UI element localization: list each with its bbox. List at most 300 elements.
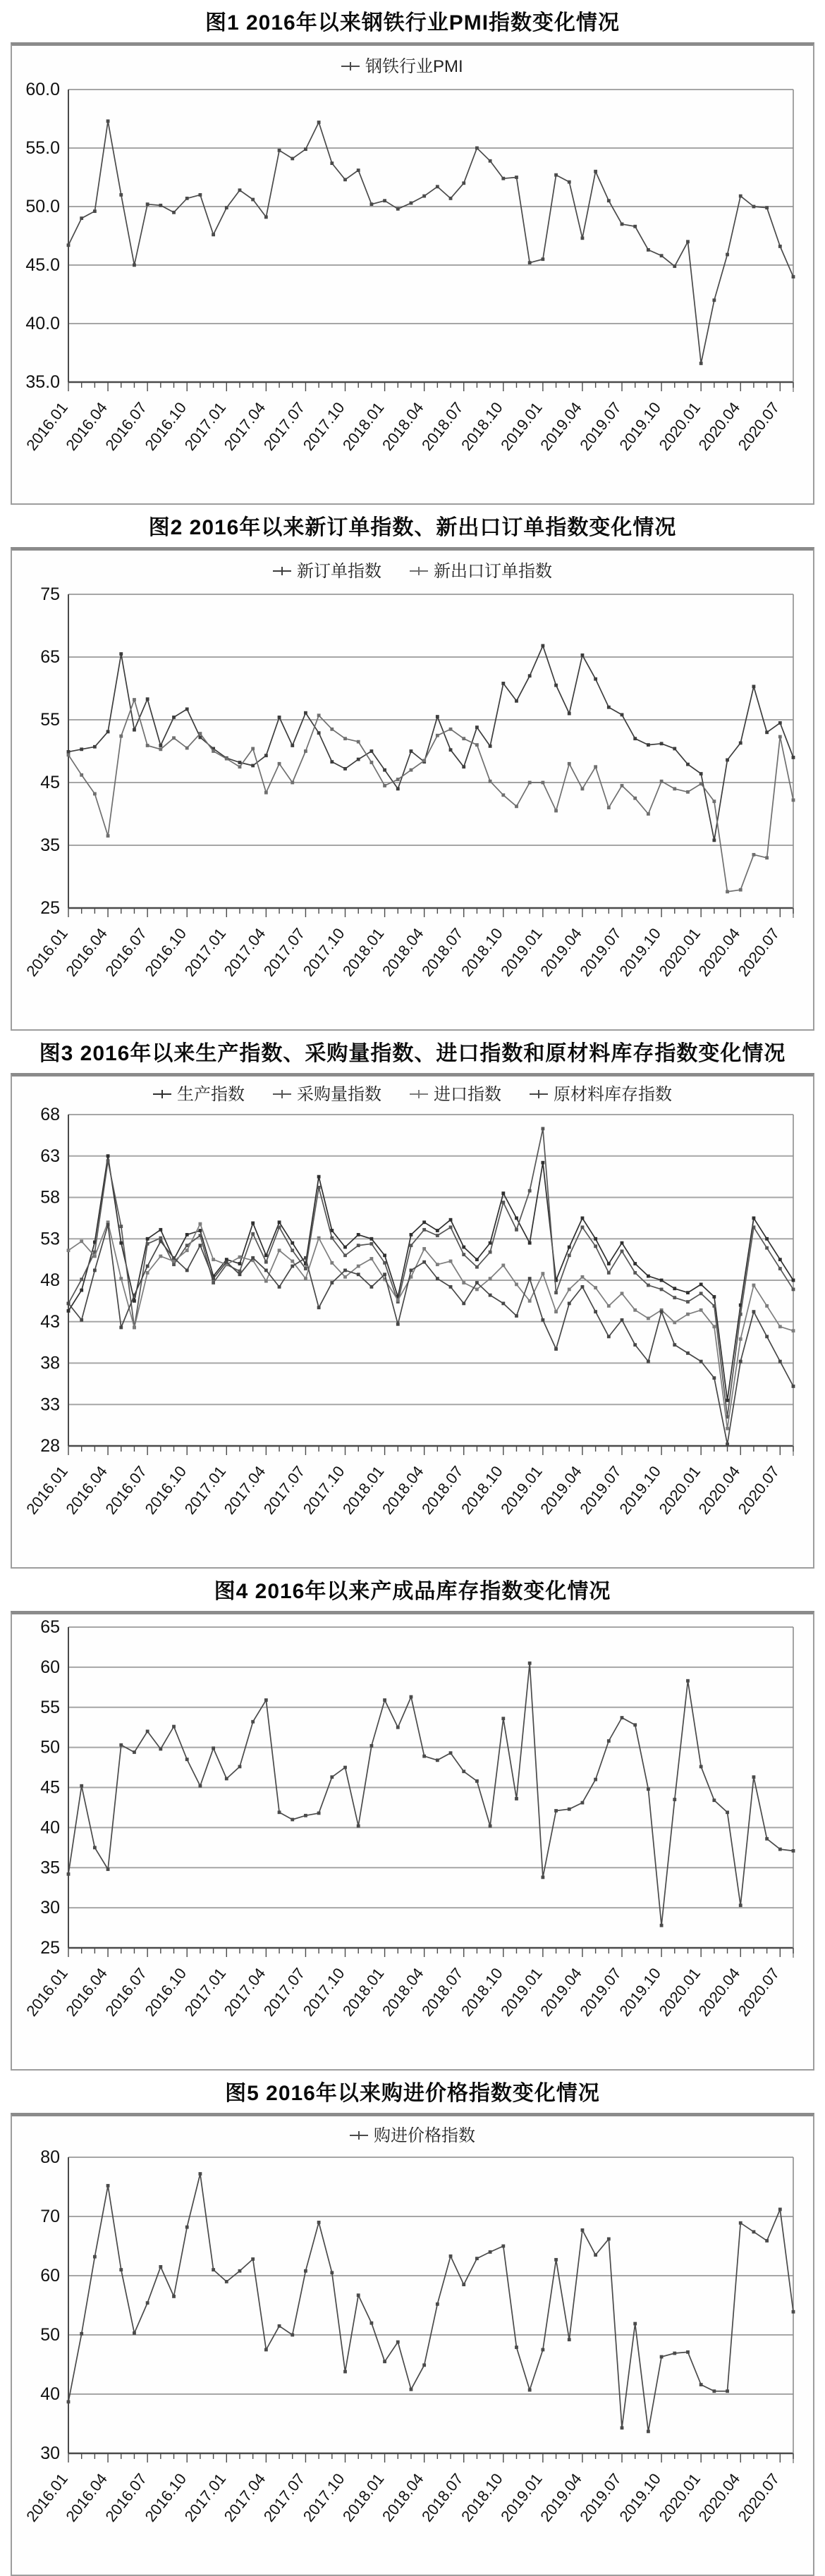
data-point (686, 1679, 690, 1683)
data-point (291, 1265, 294, 1268)
data-point (673, 1343, 676, 1347)
data-point (172, 2295, 176, 2298)
data-point (581, 1216, 585, 1220)
x-axis-tick-label: 2017.07 (259, 1462, 309, 1518)
x-axis-ticks (68, 1446, 793, 1455)
figure-2-line-chart (12, 551, 813, 1029)
data-point (541, 644, 544, 648)
data-point (607, 199, 611, 202)
data-point (330, 760, 334, 763)
data-point (278, 1225, 281, 1229)
data-point (119, 1743, 123, 1747)
x-axis-tick-label: 2016.07 (102, 924, 151, 980)
data-point (106, 730, 110, 734)
data-point (343, 737, 347, 740)
data-point (343, 767, 347, 771)
figure-3 (0, 1042, 825, 1569)
data-point (80, 1289, 83, 1292)
data-point (673, 264, 676, 268)
data-point (501, 1201, 505, 1204)
data-point (369, 761, 373, 764)
data-point (185, 707, 189, 711)
data-point (343, 1275, 347, 1279)
x-axis-tick-label: 2018.10 (458, 398, 506, 454)
data-point (726, 1427, 729, 1430)
data-point (369, 749, 373, 753)
data-point (264, 1698, 268, 1702)
data-point (686, 2350, 690, 2354)
data-point (251, 1232, 255, 1236)
data-point (80, 216, 83, 220)
data-point (686, 763, 690, 766)
data-point (133, 1294, 136, 1297)
data-point (449, 1260, 453, 1263)
y-axis-tick-label: 55 (40, 710, 60, 730)
data-point (185, 1244, 189, 1247)
data-point (80, 1277, 83, 1281)
data-point (291, 157, 294, 161)
data-point (278, 2324, 281, 2328)
x-axis-tick-label: 2018.10 (458, 2470, 506, 2525)
x-axis-tick-label: 2016.04 (62, 398, 111, 454)
x-axis-tick-label: 2019.07 (576, 398, 625, 454)
legend-label: 新出口订单指数 (434, 562, 552, 581)
figure-4-chart-box (11, 1611, 814, 2071)
data-point (660, 1279, 664, 1282)
data-point (251, 198, 255, 202)
x-axis-tick-label: 2018.04 (378, 1462, 427, 1518)
data-point (594, 765, 597, 768)
data-point (422, 195, 426, 198)
y-axis-tick-label: 28 (40, 1436, 60, 1456)
data-point (660, 1924, 664, 1927)
data-point (238, 1256, 242, 1259)
data-point (475, 743, 479, 747)
data-point (712, 298, 716, 302)
data-point (172, 1725, 176, 1729)
data-point (726, 890, 729, 893)
data-point (436, 1234, 439, 1237)
y-axis-tick-label: 55 (40, 1697, 60, 1717)
data-point (172, 736, 176, 740)
x-axis-tick-label: 2020.01 (655, 2470, 704, 2525)
data-point (67, 243, 71, 247)
x-axis-tick-label: 2017.07 (259, 2470, 309, 2525)
data-point (436, 185, 439, 188)
data-point (146, 744, 149, 747)
x-axis-tick-label: 2020.07 (734, 1462, 783, 1518)
data-point (515, 176, 518, 179)
x-axis-tick-label: 2019.04 (537, 1462, 585, 1518)
x-axis-labels (23, 925, 783, 980)
data-point (501, 1717, 505, 1720)
data-point (93, 2255, 97, 2259)
data-point (607, 1271, 611, 1275)
data-point (554, 2258, 558, 2262)
figure-2-chart-box (11, 547, 814, 1031)
x-axis-tick-label: 2017.07 (259, 1964, 309, 2020)
data-point (67, 1302, 71, 1306)
data-point (673, 1321, 676, 1325)
legend-label: 采购量指数 (297, 1085, 381, 1104)
data-point (343, 1269, 347, 1272)
y-axis-tick-label: 53 (40, 1229, 60, 1249)
x-axis-tick-label: 2019.10 (616, 924, 665, 980)
data-point (225, 2280, 228, 2283)
data-point (330, 161, 334, 165)
data-point (475, 1288, 479, 1292)
data-point (436, 734, 439, 737)
data-point (792, 1849, 795, 1853)
data-point (212, 2268, 215, 2271)
data-point (792, 756, 795, 759)
data-point (699, 1292, 703, 1295)
data-point (752, 1775, 756, 1779)
data-point (291, 1249, 294, 1252)
data-point (330, 1237, 334, 1240)
figure-3-line-chart (12, 1077, 813, 1567)
data-point (238, 765, 242, 768)
x-axis-tick-label: 2017.04 (220, 1964, 269, 2020)
data-point (146, 1271, 149, 1275)
data-point (792, 2310, 795, 2314)
y-axis-tick-label: 50.0 (25, 197, 60, 216)
data-point (765, 1837, 769, 1841)
data-point (146, 1237, 149, 1241)
data-point (317, 1237, 321, 1240)
y-axis-tick-label: 45 (40, 1777, 60, 1798)
x-axis-tick-label: 2017.07 (259, 398, 309, 454)
data-point (343, 2370, 347, 2374)
x-axis-ticks (68, 908, 793, 917)
gridlines (40, 1105, 793, 1456)
data-point (449, 1751, 453, 1755)
data-point (568, 1288, 571, 1292)
data-point (475, 2257, 479, 2260)
data-point (343, 1766, 347, 1770)
data-point (383, 1253, 386, 1257)
data-point (93, 1846, 97, 1849)
data-point (264, 1253, 268, 1257)
x-axis-ticks (68, 1948, 793, 1957)
data-point (133, 1750, 136, 1754)
data-point (778, 245, 782, 248)
data-point (278, 1285, 281, 1289)
data-point (67, 2400, 71, 2404)
x-axis-tick-label: 2018.10 (458, 1462, 506, 1518)
data-point (383, 1272, 386, 1276)
y-axis-tick-label: 55.0 (25, 138, 60, 158)
data-point (159, 1748, 162, 1751)
data-point (225, 206, 228, 209)
data-point (621, 1292, 624, 1295)
x-axis-tick-label: 2016.01 (23, 2470, 71, 2525)
data-point (673, 1287, 676, 1290)
data-point (712, 1798, 716, 1802)
data-point (199, 1222, 202, 1226)
data-point (93, 792, 97, 796)
data-point (515, 2345, 518, 2349)
data-point (752, 2230, 756, 2233)
series-0 (67, 1154, 795, 1402)
x-axis-tick-label: 2018.01 (338, 1964, 388, 2020)
data-point (594, 677, 597, 681)
data-point (225, 1261, 228, 1264)
legend-label: 进口指数 (434, 1085, 501, 1104)
data-point (489, 1294, 492, 1297)
data-point (172, 1256, 176, 1260)
y-axis-tick-label: 30 (40, 1898, 60, 1918)
x-axis-tick-label: 2020.01 (655, 1462, 704, 1518)
y-axis-tick-label: 68 (40, 1105, 60, 1124)
data-point (422, 2363, 426, 2367)
data-point (712, 2389, 716, 2393)
data-point (726, 1399, 729, 1402)
legend (153, 1085, 672, 1104)
x-axis-tick-label: 2017.10 (299, 1964, 348, 2020)
data-point (726, 2389, 729, 2393)
data-point (607, 1304, 611, 1308)
legend-label: 原材料库存指数 (554, 1085, 672, 1104)
data-point (278, 1220, 281, 1224)
y-axis-tick-label: 60 (40, 2266, 60, 2286)
data-point (159, 744, 162, 747)
x-axis-tick-label: 2019.07 (576, 924, 625, 980)
data-point (410, 768, 413, 772)
data-point (462, 1253, 465, 1256)
data-point (541, 257, 544, 261)
data-point (383, 2360, 386, 2363)
figure-4-line-chart (12, 1614, 813, 2069)
data-point (515, 1228, 518, 1232)
data-point (106, 1223, 110, 1227)
data-point (475, 147, 479, 150)
data-point (133, 698, 136, 701)
data-point (185, 2226, 189, 2229)
x-axis-tick-label: 2017.04 (220, 2470, 269, 2525)
data-point (238, 1765, 242, 1769)
figure-2 (0, 516, 825, 1031)
x-axis-tick-label: 2016.01 (23, 1462, 71, 1518)
data-point (436, 715, 439, 718)
data-point (159, 1255, 162, 1258)
data-point (621, 713, 624, 716)
data-point (501, 1191, 505, 1195)
data-point (501, 1263, 505, 1267)
figure-5-chart-box (11, 2113, 814, 2576)
x-axis-tick-label: 2020.01 (655, 1964, 704, 2020)
data-point (159, 1228, 162, 1232)
data-point (251, 1222, 255, 1225)
data-point (501, 793, 505, 797)
data-point (699, 362, 703, 365)
data-point (541, 1876, 544, 1879)
data-point (647, 1275, 650, 1278)
x-axis-tick-label: 2018.10 (458, 1964, 506, 2020)
data-point (304, 1814, 307, 1817)
data-point (225, 1777, 228, 1781)
data-point (739, 888, 742, 892)
data-point (199, 1244, 202, 1247)
data-point (93, 209, 97, 213)
data-point (251, 1256, 255, 1260)
x-axis-tick-label: 2016.04 (62, 1964, 111, 2020)
data-point (185, 1249, 189, 1252)
data-point (369, 1744, 373, 1748)
data-point (410, 1695, 413, 1699)
data-point (317, 1306, 321, 1309)
data-point (80, 747, 83, 751)
data-point (462, 2283, 465, 2286)
data-point (607, 706, 611, 709)
data-point (581, 1275, 585, 1279)
data-point (528, 2388, 532, 2392)
y-axis-tick-label: 63 (40, 1146, 60, 1166)
x-axis-tick-label: 2020.07 (734, 924, 783, 980)
data-point (357, 1272, 360, 1276)
x-axis-tick-label: 2017.04 (220, 1462, 269, 1518)
data-point (778, 735, 782, 739)
data-point (528, 1189, 532, 1193)
y-axis-tick-label: 50 (40, 2325, 60, 2345)
y-axis-tick-label: 65 (40, 647, 60, 667)
y-axis-tick-label: 60.0 (25, 80, 60, 99)
data-point (607, 1335, 611, 1339)
data-point (357, 1233, 360, 1237)
data-point (396, 1323, 400, 1326)
x-axis-tick-label: 2016.10 (141, 924, 190, 980)
data-point (212, 1277, 215, 1280)
data-point (159, 204, 162, 207)
data-point (739, 1313, 742, 1316)
data-point (673, 1296, 676, 1299)
x-axis-tick-label: 2020.07 (734, 1964, 783, 2020)
data-point (67, 1309, 71, 1313)
data-point (726, 1442, 729, 1446)
data-point (212, 1281, 215, 1284)
data-point (528, 261, 532, 264)
data-point (159, 2265, 162, 2269)
data-point (501, 682, 505, 685)
data-point (317, 1175, 321, 1179)
data-point (80, 1239, 83, 1243)
x-axis-ticks (68, 382, 793, 391)
data-point (594, 1310, 597, 1313)
data-point (396, 207, 400, 211)
x-axis-tick-label: 2017.01 (181, 924, 230, 980)
x-axis-tick-label: 2020.01 (655, 398, 704, 454)
data-point (146, 2301, 149, 2305)
series-line (68, 1663, 793, 1925)
data-point (199, 732, 202, 735)
data-point (712, 1304, 716, 1308)
data-point (383, 784, 386, 787)
y-axis-tick-label: 45.0 (25, 255, 60, 275)
legend-label: 钢铁行业PMI (365, 57, 463, 76)
legend (273, 562, 552, 581)
legend-label: 生产指数 (177, 1085, 245, 1104)
data-point (106, 2184, 110, 2188)
data-point (752, 1225, 756, 1229)
data-point (699, 2383, 703, 2386)
y-axis-tick-label: 80 (40, 2147, 60, 2167)
data-point (317, 713, 321, 717)
data-point (528, 1662, 532, 1665)
data-point (673, 787, 676, 791)
y-axis-tick-label: 65 (40, 1617, 60, 1637)
data-point (330, 1775, 334, 1779)
y-axis-tick-label: 43 (40, 1311, 60, 1332)
x-axis-tick-label: 2016.07 (102, 2470, 151, 2525)
data-point (528, 674, 532, 677)
data-point (765, 206, 769, 209)
data-point (317, 1186, 321, 1189)
data-point (172, 716, 176, 719)
data-point (369, 202, 373, 206)
x-axis-tick-label: 2016.04 (62, 924, 111, 980)
data-point (778, 1258, 782, 1261)
x-axis-tick-label: 2019.01 (497, 1462, 546, 1518)
data-point (317, 2221, 321, 2224)
data-point (712, 838, 716, 842)
x-axis-tick-label: 2019.10 (616, 2470, 665, 2525)
data-point (621, 1716, 624, 1719)
x-axis-tick-label: 2018.04 (378, 398, 427, 454)
data-point (554, 1291, 558, 1294)
series-line (68, 1225, 793, 1444)
data-point (67, 1872, 71, 1876)
data-point (80, 1318, 83, 1322)
data-point (699, 1765, 703, 1769)
y-axis-tick-label: 35.0 (25, 372, 60, 392)
figure-5-line-chart (12, 2116, 813, 2575)
data-point (515, 804, 518, 808)
x-axis-tick-label: 2017.01 (181, 1462, 230, 1518)
x-axis-tick-label: 2017.01 (181, 2470, 230, 2525)
data-point (264, 1261, 268, 1264)
data-point (489, 1824, 492, 1828)
data-point (462, 1281, 465, 1284)
data-point (383, 1698, 386, 1702)
y-axis-tick-label: 40 (40, 2384, 60, 2404)
x-axis-tick-label: 2019.01 (497, 1964, 546, 2020)
data-point (449, 748, 453, 752)
data-point (528, 781, 532, 785)
data-point (647, 812, 650, 816)
data-point (489, 2250, 492, 2254)
data-point (633, 1308, 637, 1312)
data-point (238, 1262, 242, 1265)
data-point (436, 2302, 439, 2306)
data-point (449, 197, 453, 200)
data-point (475, 1779, 479, 1783)
data-point (752, 685, 756, 688)
data-point (778, 2208, 782, 2212)
data-point (489, 1241, 492, 1245)
data-point (146, 697, 149, 701)
data-point (317, 731, 321, 735)
x-axis-tick-label: 2016.01 (23, 1964, 71, 2020)
data-point (330, 2271, 334, 2274)
legend-label: 新订单指数 (297, 562, 381, 581)
y-axis-tick-label: 75 (40, 584, 60, 604)
x-axis-tick-label: 2017.10 (299, 2470, 348, 2525)
data-point (119, 652, 123, 656)
data-point (436, 1277, 439, 1280)
data-point (607, 1262, 611, 1265)
data-point (185, 1269, 189, 1272)
data-point (673, 747, 676, 751)
